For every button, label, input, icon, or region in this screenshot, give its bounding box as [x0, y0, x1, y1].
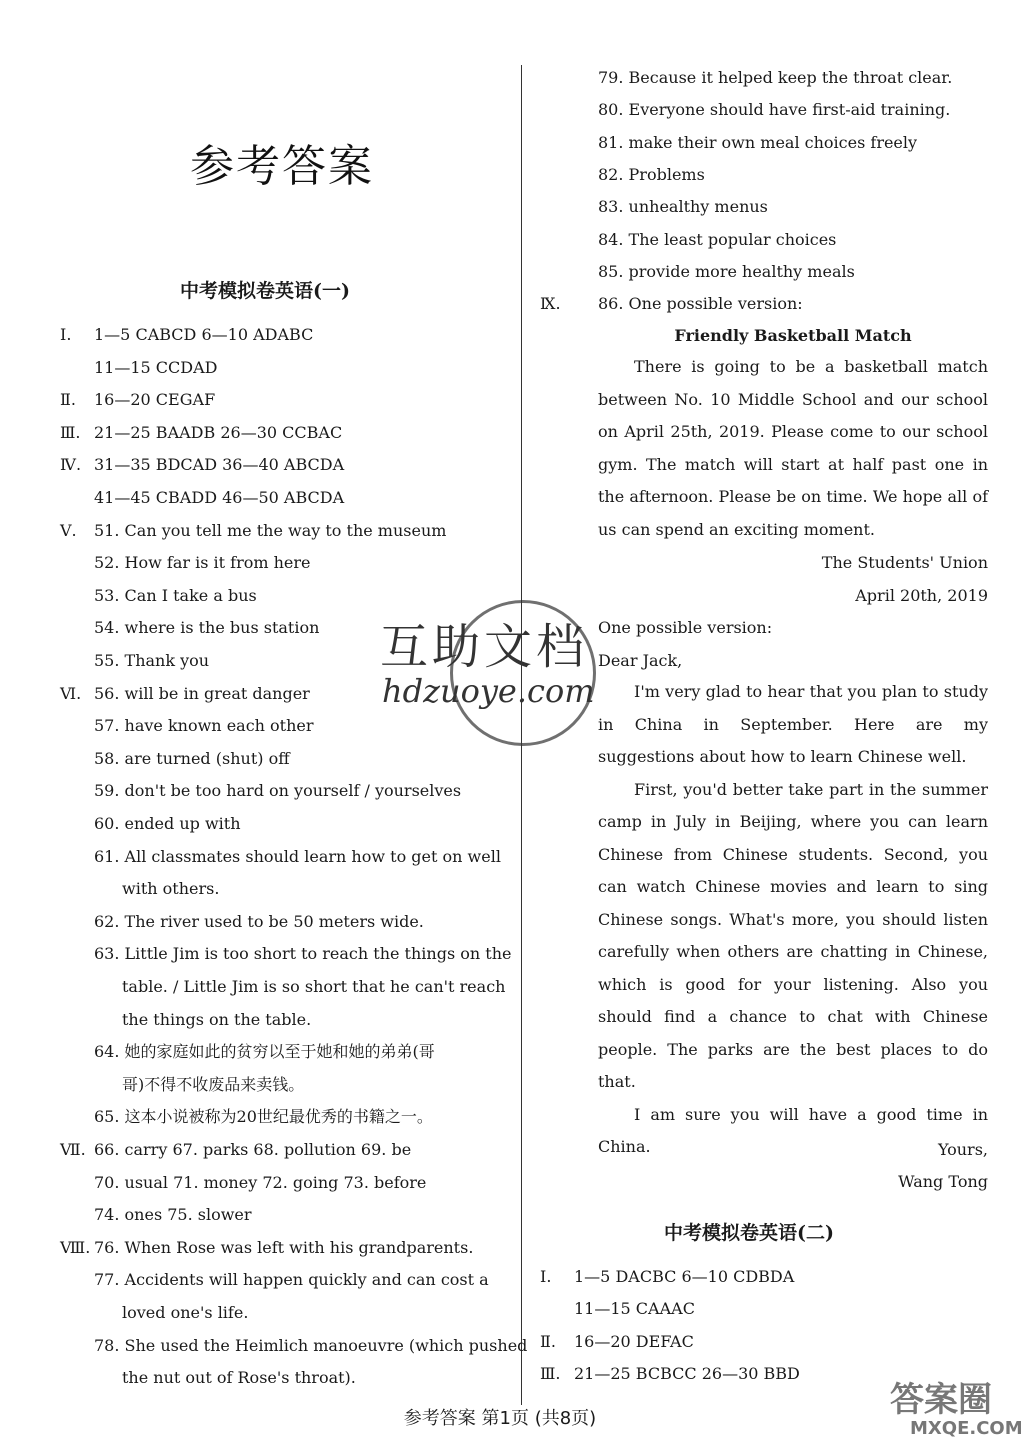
answer-text: 61. All classmates should learn how to get on well	[94, 846, 501, 866]
answer-line: 79. Because it helped keep the throat clear.	[598, 68, 953, 87]
answer-text: 16—20 CEGAF	[94, 390, 216, 410]
answer-text: 54. where is the bus station	[94, 618, 320, 638]
answer-text: 哥)不得不收废品来卖钱。	[122, 1074, 305, 1094]
answer-line	[60, 749, 290, 769]
answer-text: 62. The river used to be 50 meters wide.	[94, 911, 424, 931]
page-title: 参考答案	[190, 141, 374, 192]
answer-text: 21—25 BAADB 26—30 CCBAC	[94, 422, 343, 442]
answer-text: 31—35 BDCAD 36—40 ABCDA	[94, 455, 345, 475]
answer-line	[60, 684, 310, 704]
answer-line	[60, 553, 311, 573]
answer-text: 77. Accidents will happen quickly and can cost a	[94, 1270, 489, 1290]
answer-text: 41—45 CBADD 46—50 ABCDA	[94, 488, 345, 507]
answer-text: loved one's life.	[122, 1303, 249, 1322]
answer-line: 85. provide more healthy meals	[598, 261, 855, 281]
answer-text: 1—5 DACBC 6—10 CDBDA	[574, 1267, 795, 1286]
answer-line	[60, 944, 511, 964]
answer-text: table. / Little Jim is so short that he can't reach	[122, 977, 506, 996]
section-mark: Ⅴ.	[60, 520, 77, 540]
answer-text: 59. don't be too hard on yourself / yourselves	[94, 781, 462, 801]
essay2-greeting: Dear Jack,	[598, 651, 683, 670]
section-mark: Ⅲ.	[540, 1363, 561, 1383]
answer-line	[60, 879, 219, 899]
essay1-title: Friendly Basketball Match	[674, 326, 912, 345]
answer-line-86	[540, 294, 803, 314]
section-mark-ix: Ⅸ.	[540, 294, 561, 313]
answer-line	[60, 912, 424, 932]
section-mark: Ⅶ.	[60, 1140, 86, 1159]
corner-logo-text: 答案圈	[890, 1380, 992, 1420]
answer-line	[60, 1205, 252, 1225]
answer-line	[60, 651, 209, 671]
answer-line	[540, 1267, 794, 1287]
section-mark: Ⅲ.	[60, 422, 81, 442]
answer-line	[60, 586, 257, 606]
answer-line	[60, 977, 505, 997]
answer-text: 51. Can you tell me the way to the museum	[94, 520, 447, 540]
essay2-paragraph-2: First, you'd better take part in the summer camp in July in Beijing, where you can learn Chinese from Chinese students. Second, you can watch Chinese movies and learn to sing Chinese songs. What's more, you should listen carefully when others are chatting in Chinese, which is good for your listening. Also you should find a chance to chat with Chinese people. The parks are the best places to do that.	[598, 779, 988, 1091]
answer-line	[60, 1075, 304, 1095]
answer-line	[60, 618, 319, 638]
essay1-signature: The Students' Union	[821, 553, 988, 572]
answer-line	[60, 1336, 527, 1356]
section-mark: Ⅱ.	[540, 1331, 556, 1351]
answer-line	[60, 1238, 473, 1258]
section-mark: Ⅰ.	[60, 325, 72, 344]
answer-line	[60, 716, 314, 736]
answer-text: 52. How far is it from here	[94, 553, 311, 573]
answer-line	[540, 1332, 694, 1352]
answer-line	[60, 1303, 248, 1323]
answer-text: 11—15 CAAAC	[574, 1299, 695, 1319]
answer-text: 78. She used the Heimlich manoeuvre (which pushed	[94, 1335, 528, 1355]
answer-text: with others.	[122, 879, 220, 899]
section-mark: Ⅳ.	[60, 455, 82, 475]
answer-text: 66. carry 67. parks 68. pollution 69. be	[94, 1140, 412, 1159]
watermark-text: 互助文档	[380, 619, 589, 675]
section-mark: Ⅷ.	[60, 1237, 91, 1257]
answer-line: 83. unhealthy menus	[598, 197, 768, 217]
answer-line	[60, 521, 446, 541]
section-mark: Ⅱ.	[60, 390, 76, 410]
answer-text: 63. Little Jim is too short to reach the things on the	[94, 944, 512, 964]
answer-line	[60, 847, 501, 867]
section-title-2: 中考模拟卷英语(二)	[664, 1222, 834, 1244]
essay2-paragraph-3: I am sure you will have a good time in China.	[598, 1104, 988, 1156]
answer-text: 76. When Rose was left with his grandparents.	[94, 1237, 474, 1257]
answer-line	[540, 1299, 695, 1319]
answer-line	[60, 390, 215, 410]
answer-line	[540, 1364, 800, 1384]
answer-line	[60, 781, 461, 801]
essay2-body	[598, 676, 988, 1164]
answer-text: 56. will be in great danger	[94, 683, 310, 703]
essay2-intro: One possible version:	[598, 618, 773, 637]
answer-line	[60, 1010, 311, 1030]
answer-text: 1—5 CABCD 6—10 ADABC	[94, 325, 314, 344]
answer-line	[60, 325, 313, 345]
answer-line	[60, 814, 241, 834]
section-mark: Ⅰ.	[540, 1267, 552, 1286]
answer-line	[60, 423, 342, 443]
answer-text: 74. ones 75. slower	[94, 1205, 252, 1225]
essay1-date: April 20th, 2019	[855, 586, 988, 605]
answer-line	[60, 1042, 435, 1062]
answer-line	[60, 1368, 356, 1388]
corner-logo-url: MXQE.COM	[910, 1418, 1023, 1439]
answer-text: 65. 这本小说被称为20世纪最优秀的书籍之一。	[94, 1107, 433, 1127]
essay1-paragraph: There is going to be a basketball match between No. 10 Middle School and our school on April 25th, 2019. Please come to our school gym. The match will start at half past one in the afternoon. Please be on time. We hope all of us can spend an exciting moment.	[598, 357, 988, 539]
answer-line	[60, 1173, 426, 1193]
answer-text: 64. 她的家庭如此的贫穷以至于她和她的弟弟(哥	[94, 1042, 435, 1062]
watermark-url: hdzuoye.com	[382, 672, 595, 710]
answer-text: 58. are turned (shut) off	[94, 748, 290, 768]
watermark	[380, 600, 640, 750]
answer-line	[60, 455, 344, 475]
essay2-closing: Yours,	[937, 1140, 988, 1159]
section-mark: Ⅵ.	[60, 683, 82, 703]
answer-text: 60. ended up with	[94, 814, 241, 833]
answer-text-86: 86. One possible version:	[598, 294, 803, 313]
answer-line	[60, 1107, 433, 1127]
answer-line: 84. The least popular choices	[598, 229, 837, 249]
answer-line: 81. make their own meal choices freely	[598, 132, 918, 152]
answer-line	[60, 1270, 489, 1290]
section-title-1: 中考模拟卷英语(一)	[180, 280, 350, 302]
answer-text: 21—25 BCBCC 26—30 BBD	[574, 1363, 800, 1383]
answer-text: 53. Can I take a bus	[94, 585, 257, 605]
answer-line	[60, 358, 218, 378]
answer-text: 16—20 DEFAC	[574, 1331, 694, 1351]
essay2-name: Wang Tong	[898, 1172, 988, 1191]
answer-text: 70. usual 71. money 72. going 73. before	[94, 1172, 427, 1192]
answer-line	[60, 1140, 411, 1160]
essay1-body	[598, 351, 988, 546]
answer-line: 80. Everyone should have first-aid training.	[598, 100, 951, 120]
answer-text: the nut out of Rose's throat).	[122, 1368, 356, 1388]
answer-line	[60, 488, 344, 508]
answer-text: the things on the table.	[122, 1009, 312, 1029]
answer-text: 11—15 CCDAD	[94, 357, 218, 377]
answer-line: 82. Problems	[598, 164, 705, 184]
answer-text: 57. have known each other	[94, 716, 314, 736]
page-footer: 参考答案 第1页 (共8页)	[403, 1408, 597, 1429]
essay2-paragraph-1: I'm very glad to hear that you plan to study in China in September. Here are my suggestions about how to learn Chinese well.	[598, 682, 988, 766]
answer-text: 55. Thank you	[94, 651, 210, 670]
